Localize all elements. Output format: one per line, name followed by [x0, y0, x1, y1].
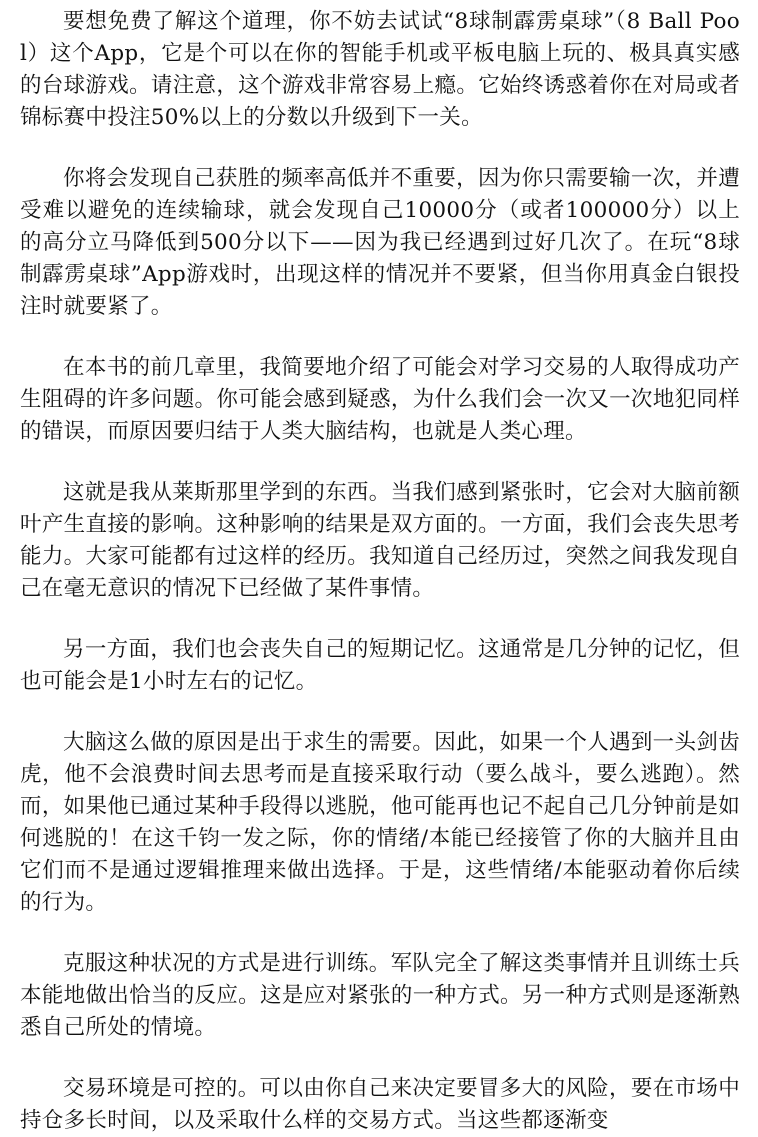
paragraph-2: 你将会发现自己获胜的频率高低并不重要，因为你只需要输一次，并遭受难以避免的连续输球，就会发现自己10000分（或者100000分）以上的高分立马降低到500分以下——因为我已经遇到过好几次了。在玩“8球制霹雳桌球”App游戏时，出现这样的情况并不要紧，但当你用真金白银投注时就要紧了。 [20, 166, 740, 319]
paragraph-6: 大脑这么做的原因是出于求生的需要。因此，如果一个人遇到一头剑齿虎，他不会浪费时间去思考而是直接采取行动（要么战斗，要么逃跑）。然而，如果他已通过某种手段得以逃脱，他可能再也记不起自己几分钟前是如何逃脱的！在这千钧一发之际，你的情绪/本能已经接管了你的大脑并且由它们而不是通过逻辑推理来做出选择。于是，这些情绪/本能驱动着你后续的行为。 [20, 730, 740, 915]
paragraph-5: 另一方面，我们也会丧失自己的短期记忆。这通常是几分钟的记忆，但也可能会是1小时左右的记忆。 [20, 637, 740, 694]
paragraph-4: 这就是我从莱斯那里学到的东西。当我们感到紧张时，它会对大脑前额叶产生直接的影响。这种影响的结果是双方面的。一方面，我们会丧失思考能力。大家可能都有过这样的经历。我知道自己经历过，突然之间我发现自己在毫无意识的情况下已经做了某件事情。 [20, 480, 740, 601]
paragraph-8: 交易环境是可控的。可以由你自己来决定要冒多大的风险，要在市场中持仓多长时间，以及采取什么样的交易方式。当这些都逐渐变 [20, 1076, 740, 1133]
paragraph-1: 要想免费了解这个道理，你不妨去试试“8球制霹雳桌球”（8 Ball Pool）这个App，它是个可以在你的智能手机或平板电脑上玩的、极具真实感的台球游戏。请注意，这个游戏非常容易上瘾。它始终诱惑着你在对局或者锦标赛中投注50%以上的分数以升级到下一关。 [20, 9, 740, 130]
paragraph-7: 克服这种状况的方式是进行训练。军队完全了解这类事情并且训练士兵本能地做出恰当的反应。这是应对紧张的一种方式。另一种方式则是逐渐熟悉自己所处的情境。 [20, 951, 740, 1040]
paragraph-3: 在本书的前几章里，我简要地介绍了可能会对学习交易的人取得成功产生阻碍的许多问题。你可能会感到疑惑，为什么我们会一次又一次地犯同样的错误，而原因要归结于人类大脑结构，也就是人类心理。 [20, 355, 740, 444]
